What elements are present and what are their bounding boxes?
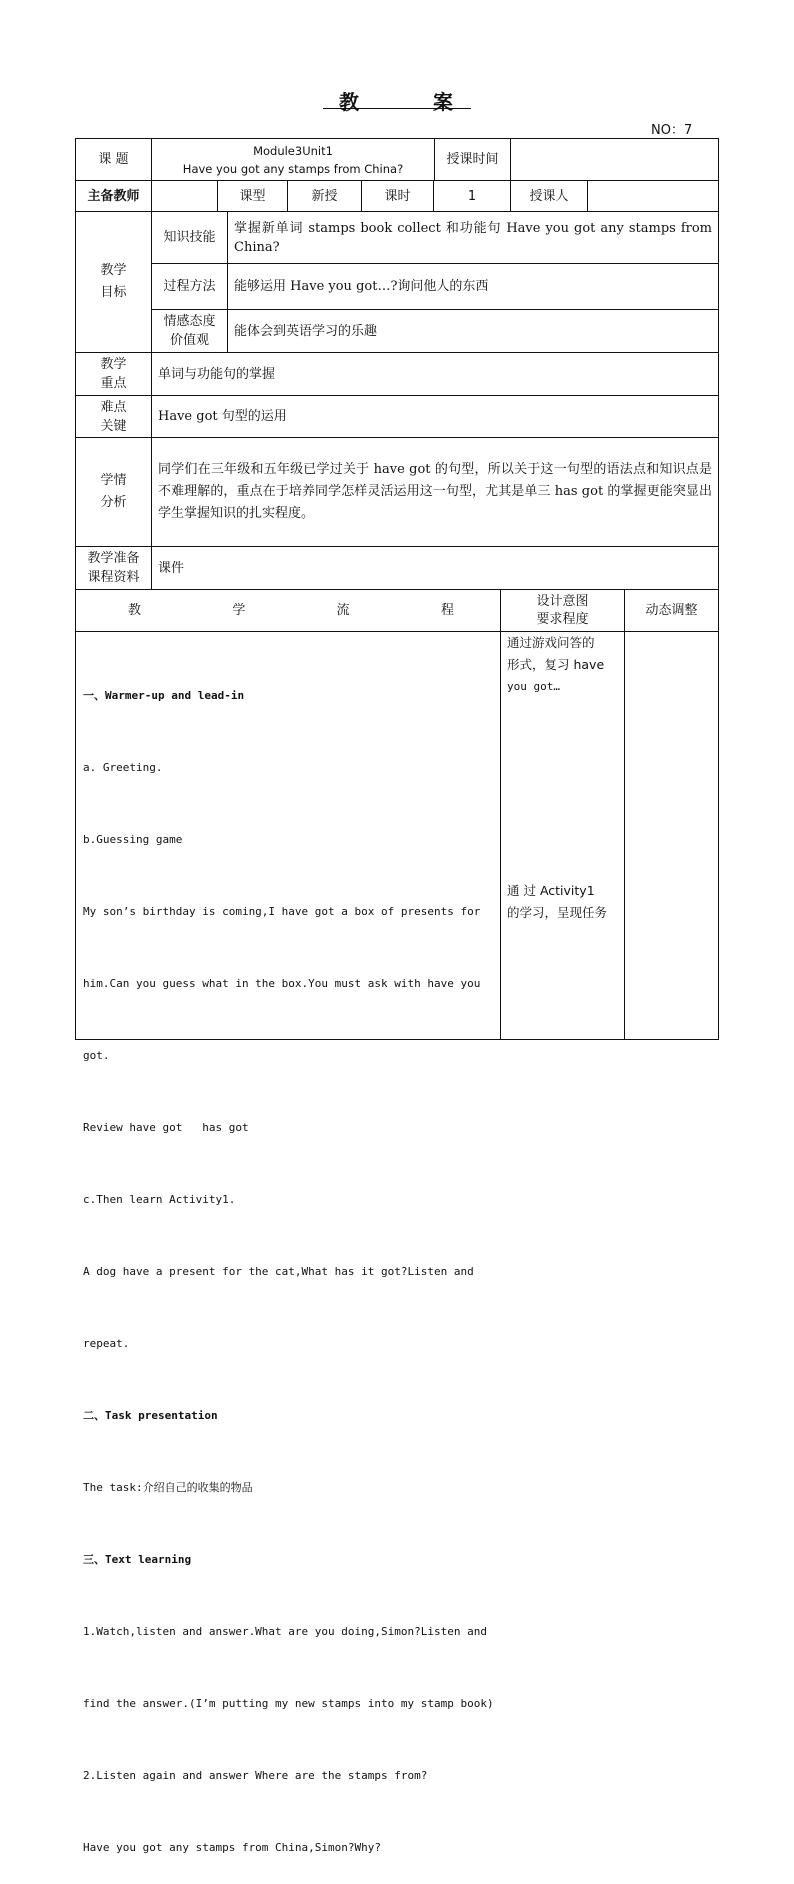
flow-line: got. xyxy=(83,1049,110,1062)
flow-line: Review have got has got xyxy=(83,1121,249,1134)
flow-line: Have you got any stamps from China,Simon?Why? xyxy=(83,1841,382,1854)
flow-line: find the answer.(I’m putting my new stamps into my stamp book) xyxy=(83,1697,494,1710)
difficulty-label-line-2: 关键 xyxy=(100,418,127,434)
flow-line: b.Guessing game xyxy=(83,833,183,846)
flow-line: 2.Listen again and answer Where are the stamps from? xyxy=(83,1769,428,1782)
teaching-goals-label xyxy=(76,212,151,352)
difficulty-label xyxy=(76,396,151,437)
analysis-label-line-2: 分析 xyxy=(100,495,127,510)
flow-line: repeat. xyxy=(83,1337,130,1350)
process-method-text: 能够运用 Have you got…?询问他人的东西 xyxy=(234,279,489,294)
learner-analysis-label xyxy=(76,438,151,546)
design-header-line-2: 要求程度 xyxy=(536,611,589,627)
emotion-label-line-2: 价值观 xyxy=(169,333,209,348)
lesson-type-value: 新授 xyxy=(311,188,338,204)
teaching-flow-body xyxy=(83,636,496,1884)
flow-line: 一、Warmer-up and lead-in xyxy=(83,689,245,702)
design-note-review xyxy=(507,632,620,698)
lecturer-label: 授课人 xyxy=(529,188,569,204)
teaching-focus-text: 单词与功能句的掌握 xyxy=(158,366,276,382)
topic-line-1: Module3Unit1 xyxy=(253,143,333,158)
knowledge-skills-text: 掌握新单词 stamps book collect 和功能句 Have you got any stamps from China? xyxy=(234,220,712,255)
flow-line: 二、Task presentation xyxy=(83,1409,218,1422)
document-title xyxy=(0,86,794,115)
lead-teacher-label: 主备教师 xyxy=(87,188,140,204)
process-method-label: 过程方法 xyxy=(163,279,216,294)
class-time-field[interactable] xyxy=(511,139,718,180)
flow-header-char-4: 程 xyxy=(440,603,454,618)
flow-line: My son’s birthday is coming,I have got a box of presents for xyxy=(83,905,481,918)
class-time-label: 授课时间 xyxy=(446,152,499,167)
document-number: NO：7 xyxy=(651,123,693,138)
lesson-type-label: 课型 xyxy=(239,188,266,204)
analysis-label-line-1: 学情 xyxy=(100,473,127,488)
design-intent-header xyxy=(501,590,624,631)
teaching-flow-header xyxy=(76,590,500,631)
flow-line: A dog have a present for the cat,What has it got?Listen and xyxy=(83,1265,474,1278)
prep-label-line-1: 教学准备 xyxy=(87,551,140,566)
design-header-line-1: 设计意图 xyxy=(536,593,589,609)
goals-label-line-2: 目标 xyxy=(100,285,127,300)
title-char-2: 案 xyxy=(433,90,455,114)
flow-line: a. Greeting. xyxy=(83,761,163,774)
difficulty-label-line-1: 难点 xyxy=(100,399,127,415)
flow-line: him.Can you guess what in the box.You must ask with have you xyxy=(83,977,481,990)
topic-line-2: Have you got any stamps from China? xyxy=(182,161,404,176)
preparation-label xyxy=(76,547,151,589)
teaching-focus-label xyxy=(76,353,151,395)
topic-label: 课 题 xyxy=(98,152,129,167)
learner-analysis-text: 同学们在三年级和五年级已学过关于 have got 的句型，所以关于这一句型的语法点和知识点是不难理解的，重点在于培养同学怎样灵活运用这一句型，尤其是单三 has got 的掌握更能突显出学生掌握知识的扎实程度。 xyxy=(158,462,712,521)
focus-label-line-2: 重点 xyxy=(100,376,127,391)
lecturer-field[interactable] xyxy=(588,181,718,211)
design-note-line: 形式，复习 have xyxy=(507,657,605,672)
flow-line: The task:介绍自己的收集的物品 xyxy=(83,1481,253,1494)
title-underline xyxy=(323,108,471,109)
class-hours-value: 1 xyxy=(467,188,477,204)
preparation-text: 课件 xyxy=(158,560,185,576)
flow-line: 三、Text learning xyxy=(83,1553,192,1566)
goals-label-line-1: 教学 xyxy=(100,263,127,278)
dynamic-adjust-column[interactable] xyxy=(625,632,718,1039)
design-note-task xyxy=(507,880,620,924)
design-note-line: 通过游戏问答的 xyxy=(507,635,595,650)
prep-label-line-2: 课程资料 xyxy=(87,570,140,585)
topic-value xyxy=(152,139,434,180)
class-hours-label: 课时 xyxy=(384,188,411,204)
flow-line: c.Then learn Activity1. xyxy=(83,1193,236,1206)
flow-line: 1.Watch,listen and answer.What are you doing,Simon?Listen and xyxy=(83,1625,487,1638)
design-note-line: 通 过 Activity1 xyxy=(507,883,595,898)
focus-label-line-1: 教学 xyxy=(100,357,127,372)
difficulty-text: Have got 句型的运用 xyxy=(158,409,287,424)
lead-teacher-field[interactable] xyxy=(152,181,217,211)
emotion-values-text: 能体会到英语学习的乐趣 xyxy=(234,323,378,339)
emotion-values-label xyxy=(152,310,227,352)
flow-header-char-1: 教 xyxy=(128,603,142,618)
flow-header-char-3: 流 xyxy=(336,603,350,618)
design-note-line: 的学习，呈现任务 xyxy=(507,905,608,920)
emotion-label-line-1: 情感态度 xyxy=(163,314,216,329)
dynamic-adjust-header: 动态调整 xyxy=(645,603,698,618)
design-note-line: you got… xyxy=(507,680,560,693)
knowledge-skills-label: 知识技能 xyxy=(163,230,216,245)
flow-header-char-2: 学 xyxy=(232,603,246,618)
title-char-1: 教 xyxy=(339,90,361,114)
